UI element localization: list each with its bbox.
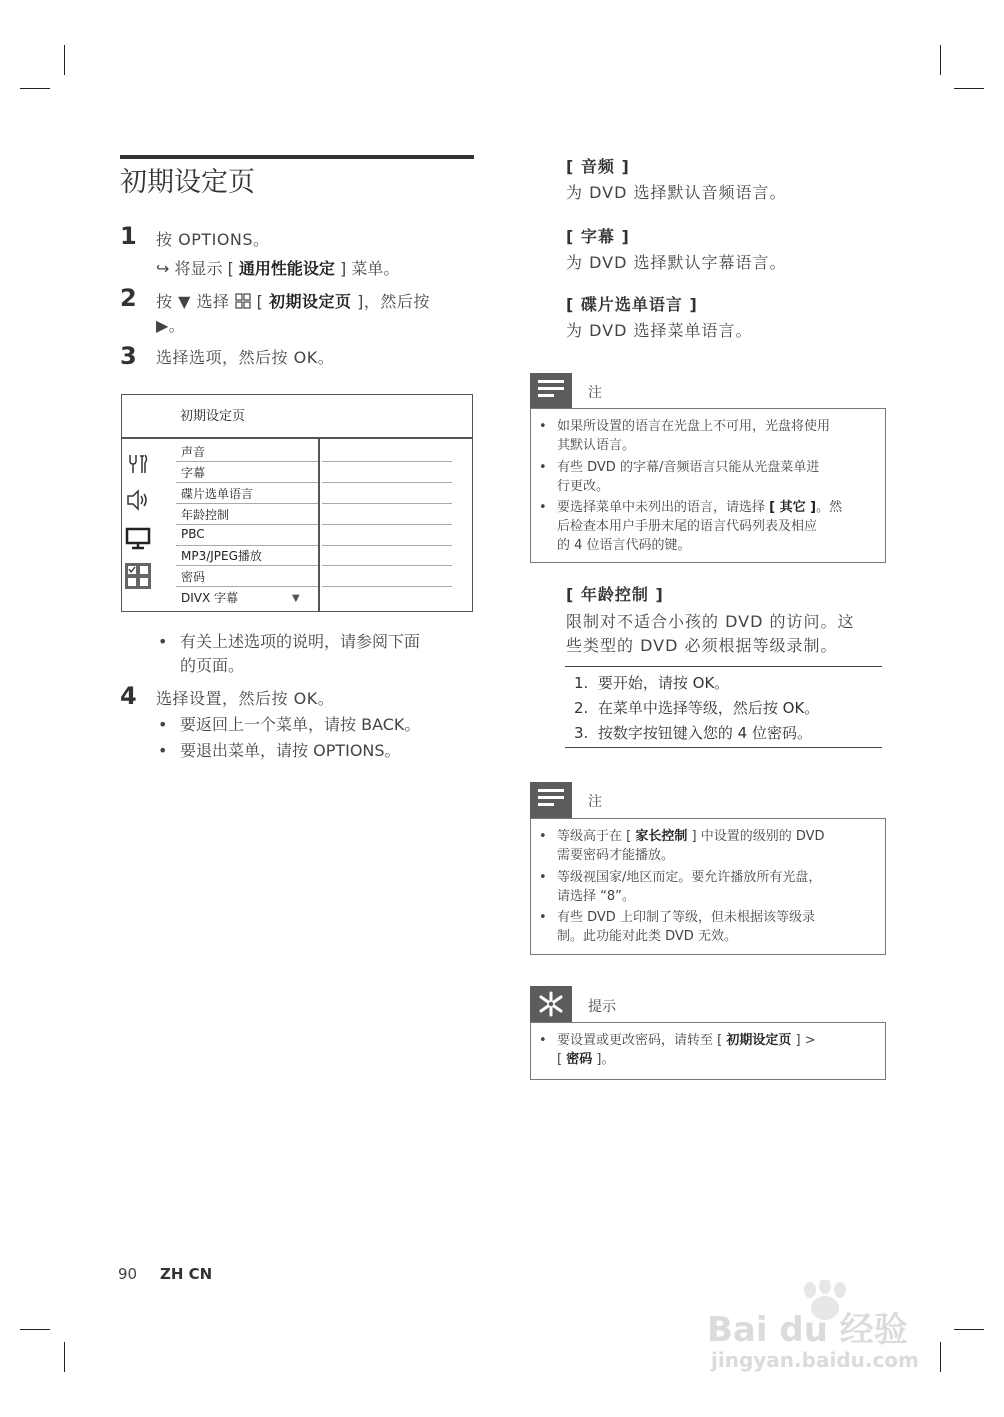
- menu-item[interactable]: 字幕: [176, 462, 318, 483]
- page-title: 初期设定页: [120, 167, 255, 198]
- title-rule: [120, 155, 474, 159]
- speaker-icon: [125, 487, 151, 513]
- step-number: 1: [120, 222, 137, 250]
- crop-mark: [20, 88, 50, 89]
- step-number: 2: [120, 284, 137, 312]
- section-title: [ 字幕 ]: [566, 227, 630, 246]
- menu-value-row: [322, 545, 452, 566]
- step-number: 3: [120, 342, 137, 370]
- page-number: 90: [118, 1265, 138, 1283]
- menu-value-row: [322, 483, 452, 504]
- monitor-icon: [125, 525, 151, 551]
- step-1-text: 按 OPTIONS。: [156, 230, 270, 249]
- section-title: [ 碟片选单语言 ]: [566, 295, 698, 314]
- note-label: 注: [588, 794, 602, 810]
- menu-header: [122, 395, 472, 439]
- step-1-result: ↪ 将显示 [ 通用性能设定 ] 菜单。: [156, 259, 400, 278]
- language-code: ZH CN: [160, 1265, 213, 1283]
- bullet-dot: •: [158, 715, 168, 734]
- crop-mark: [954, 88, 984, 89]
- watermark-url: jingyan.baidu.com: [711, 1348, 919, 1372]
- baidu-watermark: [705, 1280, 940, 1375]
- step-3-text: 选择选项，然后按 OK。: [156, 348, 335, 367]
- crop-mark: [940, 1342, 941, 1372]
- menu-item[interactable]: PBC: [176, 525, 318, 546]
- watermark-brand: Bai du 经验: [707, 1310, 908, 1350]
- preference-grid-icon: [125, 563, 151, 589]
- step-4-bullet: 要返回上一个菜单，请按 BACK。: [180, 715, 421, 734]
- crop-mark: [940, 45, 941, 75]
- crop-mark: [64, 45, 65, 75]
- step-number: 4: [120, 682, 137, 710]
- section-body: 为 DVD 选择默认字幕语言。: [566, 253, 787, 272]
- section-body: 为 DVD 选择默认音频语言。: [566, 183, 787, 202]
- section-body: 些类型的 DVD 必须根据等级录制。: [566, 636, 838, 655]
- crop-mark: [20, 1329, 50, 1330]
- menu-divider: [318, 439, 320, 611]
- menu-value-row: [322, 441, 452, 462]
- result-arrow-icon: ↪: [156, 259, 170, 278]
- menu-item[interactable]: DIVX 字幕: [181, 591, 239, 605]
- tip-label: 提示: [588, 999, 616, 1015]
- menu-item[interactable]: 碟片选单语言: [176, 483, 318, 504]
- menu-item[interactable]: 密码: [176, 566, 318, 587]
- step-2-text: 按 ▼ 选择 [ 初期设定页 ]，然后按: [156, 292, 430, 311]
- crop-mark: [64, 1342, 65, 1372]
- step-4-bullet: 要退出菜单，请按 OPTIONS。: [180, 741, 401, 760]
- menu-item[interactable]: MP3/JPEG播放: [176, 545, 318, 566]
- note-box: • 如果所设置的语言在光盘上不可用，光盘将使用 其默认语言。 • 有些 DVD 的字幕/音频语言只能从光盘菜单进 行更改。 • 要选择菜单中未列出的语言，请选择 [ 其它 ]。然 后检查本用户手册末尾的语言代码列表及相应 的 4 位语言代码的键。: [530, 408, 886, 563]
- menu-value-row: [322, 525, 452, 546]
- tip-box: • 要设置或更改密码，请转至 [ 初期设定页 ] > [ 密码 ]。: [530, 1022, 886, 1080]
- rule: [565, 666, 882, 667]
- section-body: 为 DVD 选择菜单语言。: [566, 321, 753, 340]
- section-body: 限制对不适合小孩的 DVD 的访问。这: [566, 612, 855, 631]
- menu-item[interactable]: 声音: [176, 441, 318, 462]
- rule: [565, 747, 882, 748]
- section-title: [ 年龄控制 ]: [566, 585, 664, 604]
- menu-value-row: [322, 462, 452, 483]
- setup-menu-screen: [121, 394, 473, 612]
- pin-step: 1. 要开始，请按 OK。: [574, 674, 730, 692]
- menu-value-row: [322, 566, 452, 587]
- bullet-dot: •: [158, 632, 168, 651]
- pin-step: 2. 在菜单中选择等级，然后按 OK。: [574, 699, 820, 717]
- note-icon: [530, 782, 572, 818]
- step-3-bullet-cont: 的页面。: [180, 656, 245, 675]
- menu-value-row: [322, 504, 452, 525]
- preference-grid-icon: [235, 292, 251, 308]
- tools-icon: [125, 451, 151, 477]
- scroll-down-icon[interactable]: ▼: [292, 593, 300, 604]
- step-4-text: 选择设置，然后按 OK。: [156, 689, 335, 708]
- note-box: • 等级高于在 [ 家长控制 ] 中设置的级别的 DVD 需要密码才能播放。 • 等级视国家/地区而定。要允许播放所有光盘， 请选择 “8”。 • 有些 DVD 上印制了等级，但未根据该等级录 制。此功能对此类 DVD 无效。: [530, 818, 886, 955]
- step-2-text-cont: ▶。: [156, 316, 186, 335]
- menu-title: 初期设定页: [180, 409, 246, 424]
- step-3-bullet: 有关上述选项的说明，请参阅下面: [180, 632, 421, 651]
- pin-step: 3. 按数字按钮键入您的 4 位密码。: [574, 724, 812, 742]
- note-label: 注: [588, 385, 602, 401]
- crop-mark: [954, 1329, 984, 1330]
- tip-icon: [530, 986, 572, 1022]
- section-title: [ 音频 ]: [566, 157, 630, 176]
- note-icon: [530, 373, 572, 409]
- menu-item[interactable]: 年龄控制: [176, 504, 318, 525]
- bullet-dot: •: [158, 741, 168, 760]
